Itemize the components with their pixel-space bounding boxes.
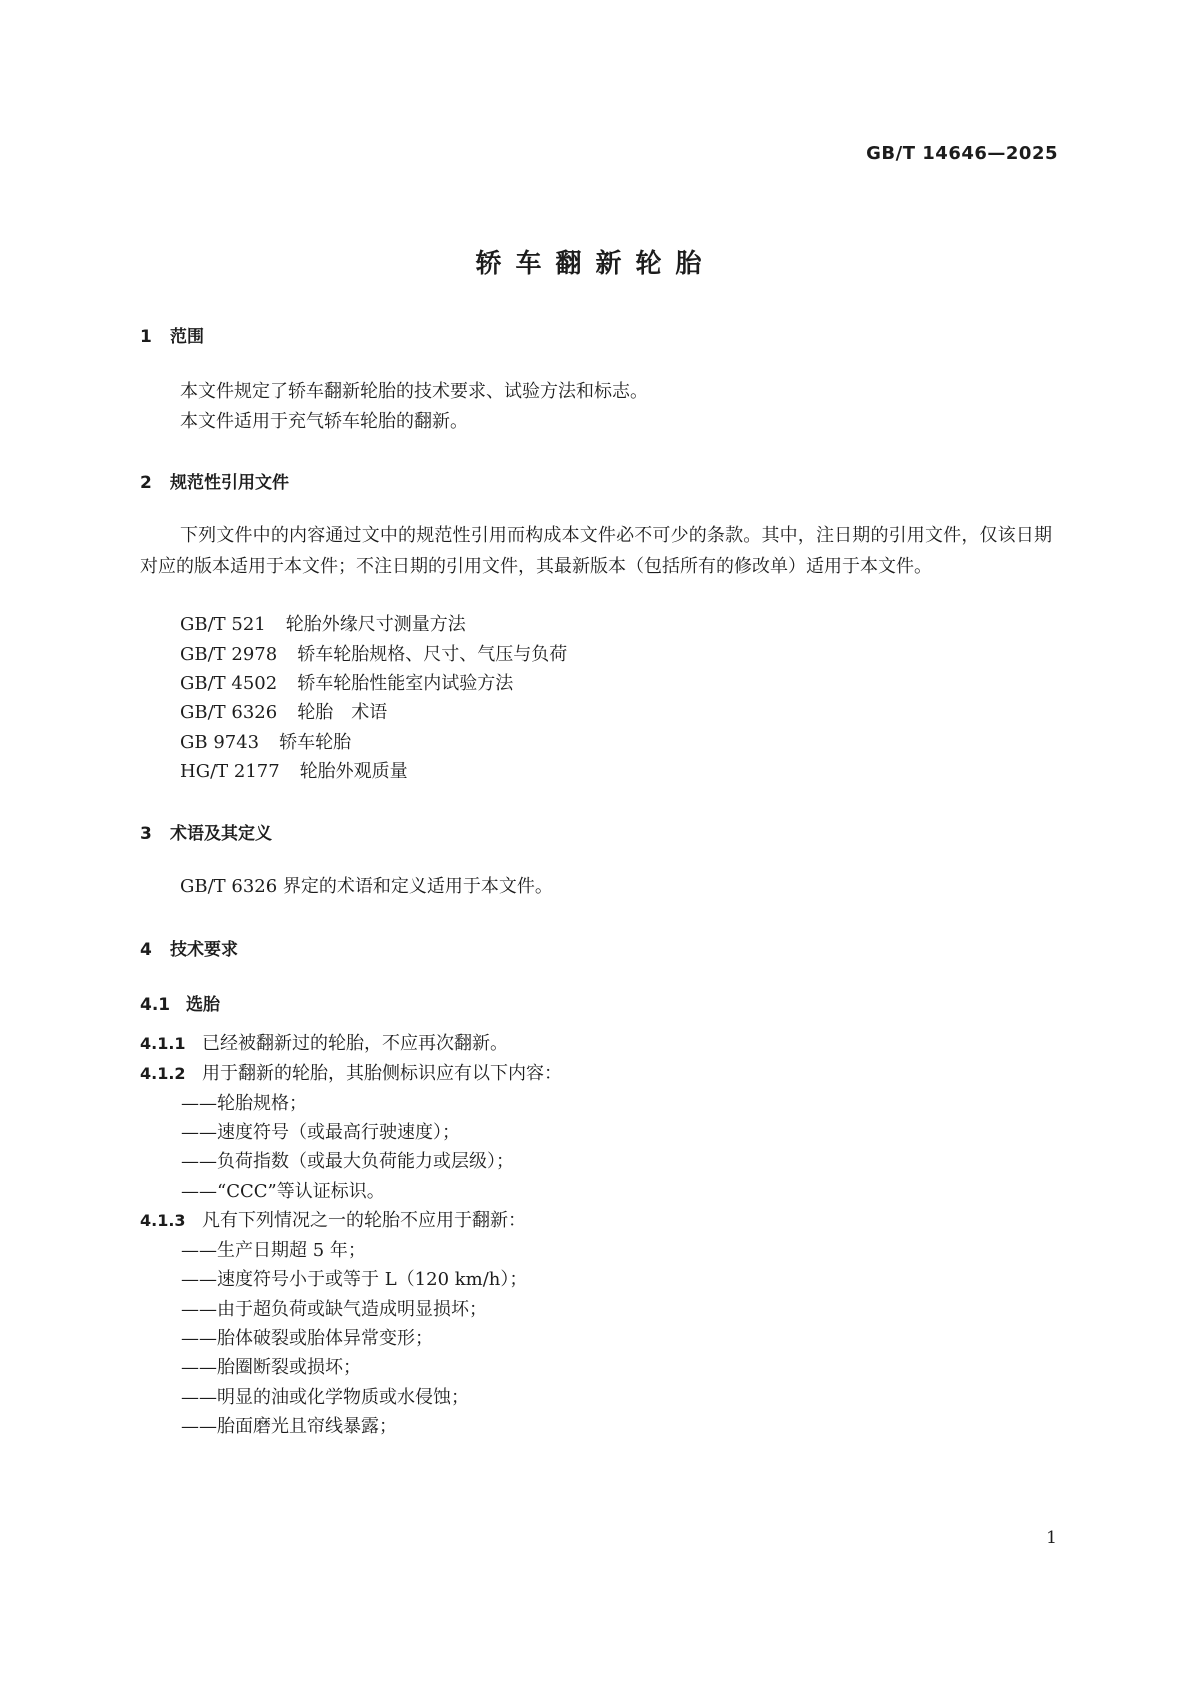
list-item: ——由于超负荷或缺气造成明显损坏； — [181, 1299, 487, 1320]
reference-title: 轿车轮胎规格、尺寸、气压与负荷 — [297, 644, 568, 665]
clause-4-1-2 — [140, 1058, 562, 1089]
document-code: GB/T 14646—2025 — [866, 143, 1058, 164]
subsection-number: 4.1 — [140, 995, 171, 1015]
reference-item — [140, 639, 1092, 670]
list-item: ——胎圈断裂或损坏； — [181, 1357, 361, 1378]
reference-item — [140, 756, 1092, 787]
clause-number: 4.1.1 — [140, 1034, 186, 1053]
reference-code: GB 9743 — [180, 732, 260, 753]
document-title: 轿车翻新轮胎 — [475, 249, 716, 279]
reference-title: 轮胎外缘尺寸测量方法 — [285, 614, 466, 635]
list-item: ——明显的油或化学物质或水侵蚀； — [181, 1387, 469, 1408]
section-1-heading — [140, 322, 204, 347]
section-title: 规范性引用文件 — [170, 473, 289, 493]
list-item: ——速度符号（或最高行驶速度）； — [181, 1122, 460, 1143]
section-title: 技术要求 — [170, 940, 238, 960]
section-number: 1 — [140, 327, 152, 347]
clause-4-1-3 — [140, 1205, 526, 1236]
clause-number: 4.1.3 — [140, 1211, 186, 1230]
reference-code: GB/T 6326 — [180, 702, 278, 723]
list-item: ——速度符号小于或等于 L（120 km/h）； — [181, 1269, 528, 1290]
section-3-heading — [140, 819, 272, 844]
list-item: ——轮胎规格； — [181, 1093, 307, 1114]
reference-code: GB/T 521 — [180, 614, 266, 635]
list-item: ——胎体破裂或胎体异常变形； — [181, 1328, 433, 1349]
subsection-title: 选胎 — [186, 995, 220, 1015]
clause-text: 用于翻新的轮胎，其胎侧标识应有以下内容： — [202, 1063, 562, 1084]
reference-item — [140, 609, 1092, 640]
reference-code: HG/T 2177 — [180, 761, 280, 782]
references-intro: 下列文件中的内容通过文中的规范性引用而构成本文件必不可少的条款。其中，注日期的引用文件，仅该日期对应的版本适用于本文件；不注日期的引用文件，其最新版本（包括所有的修改单）适用于本文件。 — [140, 525, 1052, 577]
clause-number: 4.1.2 — [140, 1064, 186, 1083]
list-item: ——胎面磨光且帘线暴露； — [181, 1416, 397, 1437]
reference-item — [140, 697, 1092, 728]
section-number: 3 — [140, 824, 152, 844]
list-item: ——负荷指数（或最大负荷能力或层级）； — [181, 1151, 514, 1172]
page-number: 1 — [1046, 1528, 1057, 1548]
reference-title: 轮胎外观质量 — [299, 761, 408, 782]
reference-code: GB/T 4502 — [180, 673, 278, 694]
section-number: 4 — [140, 940, 152, 960]
reference-title: 轮胎 术语 — [297, 702, 388, 723]
reference-item — [140, 727, 1092, 758]
section-number: 2 — [140, 473, 152, 493]
list-item: ——“CCC”等认证标识。 — [181, 1181, 385, 1202]
clause-4-1-1 — [140, 1028, 508, 1059]
section-title: 范围 — [170, 327, 204, 347]
reference-item — [140, 668, 1092, 699]
section-4-heading — [140, 935, 238, 960]
reference-title: 轿车轮胎性能室内试验方法 — [297, 673, 514, 694]
paragraph: 本文件规定了轿车翻新轮胎的技术要求、试验方法和标志。 — [180, 381, 648, 402]
reference-code: GB/T 2978 — [180, 644, 278, 665]
paragraph: GB/T 6326 界定的术语和定义适用于本文件。 — [180, 876, 553, 897]
reference-title: 轿车轮胎 — [279, 732, 352, 753]
clause-text: 已经被翻新过的轮胎，不应再次翻新。 — [202, 1033, 508, 1054]
clause-text: 凡有下列情况之一的轮胎不应用于翻新： — [202, 1210, 526, 1231]
section-title: 术语及其定义 — [170, 824, 272, 844]
subsection-4-1-heading — [140, 990, 220, 1015]
section-2-heading — [140, 468, 289, 493]
paragraph: 本文件适用于充气轿车轮胎的翻新。 — [180, 411, 468, 432]
list-item: ——生产日期超 5 年； — [181, 1240, 366, 1261]
